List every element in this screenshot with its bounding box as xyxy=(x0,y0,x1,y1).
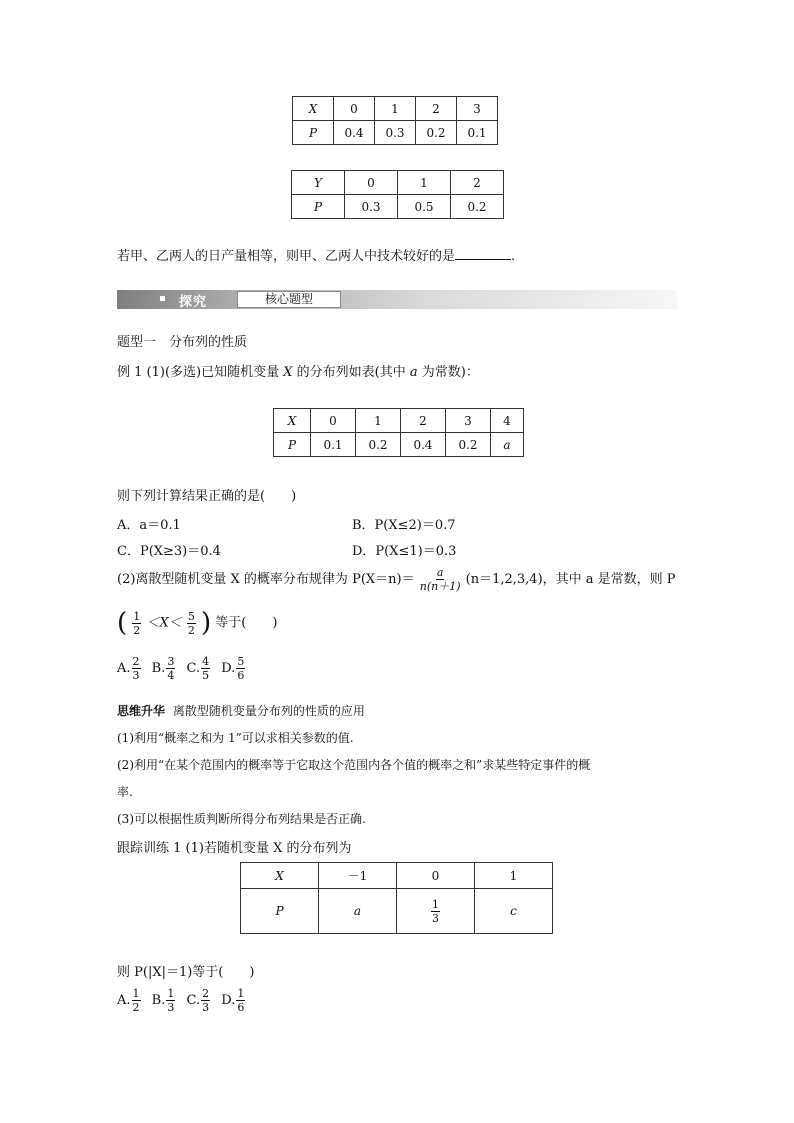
table-cell: 1 xyxy=(398,171,451,195)
table-cell: 3 xyxy=(457,97,498,121)
table-cell: X xyxy=(274,409,311,433)
summary-subtitle: 离散型随机变量分布列的性质的应用 xyxy=(172,704,365,718)
frac-denominator: 5 xyxy=(202,669,210,682)
option-label: A. xyxy=(117,661,131,676)
frac-numerator: 1 xyxy=(432,897,439,911)
table-cell: 1 xyxy=(475,863,553,889)
frac-numerator: 1 xyxy=(132,987,140,1000)
frac-numerator: 4 xyxy=(202,655,210,668)
frac-numerator: 1 xyxy=(167,987,175,1000)
summary-title: 思维升华 xyxy=(117,704,166,718)
table-cell: 1 xyxy=(375,97,416,121)
table-cell: 0 xyxy=(345,171,398,195)
right-paren: ) xyxy=(200,608,212,638)
fraction xyxy=(166,988,175,1013)
fraction xyxy=(431,899,440,924)
option-a[interactable]: A．a＝0.1 xyxy=(117,518,181,533)
table-row xyxy=(241,863,553,889)
example-const: a xyxy=(409,365,418,380)
fraction xyxy=(132,656,141,681)
table-cell: 0.2 xyxy=(446,433,491,457)
banner-label: 探究 xyxy=(179,295,208,310)
frac-numerator: 1 xyxy=(133,609,141,623)
frac-denominator: 2 xyxy=(133,623,141,637)
frac-denominator: 6 xyxy=(237,1001,245,1014)
ex2-text-a: (2)离散型随机变量 X 的概率分布规律为 P(X＝n)＝ xyxy=(117,572,415,587)
example-1-question: 则下列计算结果正确的是( ) xyxy=(117,489,297,504)
table-cell: 0 xyxy=(311,409,356,433)
summary-point-2b: 率. xyxy=(117,785,133,799)
frac-denominator: 6 xyxy=(237,669,245,682)
example-prefix: 例 1 (1)(多选)已知随机变量 xyxy=(117,365,284,380)
ex2-text-b: (n＝1,2,3,4)，其中 a 是常数，则 P xyxy=(465,572,676,587)
table-cell: 0.2 xyxy=(356,433,401,457)
option-b[interactable] xyxy=(151,655,177,682)
table-cell: P xyxy=(274,433,311,457)
table-cell: 4 xyxy=(491,409,524,433)
fraction xyxy=(236,988,245,1013)
option-a[interactable] xyxy=(117,655,142,682)
table-cell: 3 xyxy=(446,409,491,433)
example-1-part-2 xyxy=(117,567,676,592)
frac-denominator: 2 xyxy=(187,623,195,637)
table-cell: 0.2 xyxy=(416,121,457,145)
frac-numerator: 2 xyxy=(132,655,140,668)
table-cell: 0 xyxy=(334,97,375,121)
option-d[interactable]: D．P(X≤1)＝0.3 xyxy=(352,544,457,559)
frac-denominator: n(n＋1) xyxy=(419,580,461,593)
ex2-cond-tail: 等于( ) xyxy=(215,615,278,631)
option-label: D. xyxy=(221,661,236,676)
frac-denominator: 4 xyxy=(167,669,175,682)
table-row xyxy=(274,409,524,433)
distribution-table-y xyxy=(291,170,504,219)
ex2-options xyxy=(117,656,246,681)
table-row xyxy=(293,121,498,145)
frac-numerator: 5 xyxy=(187,609,195,623)
fraction xyxy=(236,656,245,681)
question-intro: 若甲、乙两人的日产量相等，则甲、乙两人中技术较好的是 xyxy=(117,249,456,264)
table-cell: 1 xyxy=(356,409,401,433)
table-row xyxy=(293,97,498,121)
distribution-table-practice xyxy=(240,862,553,934)
table-cell: 2 xyxy=(401,409,446,433)
table-cell: 0.1 xyxy=(311,433,356,457)
table-cell: 0.1 xyxy=(457,121,498,145)
table-cell: 0.3 xyxy=(375,121,416,145)
option-b[interactable] xyxy=(151,987,177,1014)
option-label: D. xyxy=(221,993,236,1008)
table-cell: X xyxy=(241,863,319,889)
frac-denominator: 3 xyxy=(202,1001,210,1014)
frac-numerator: 5 xyxy=(237,655,245,668)
practice-question: 则 P(|X|＝1)等于( ) xyxy=(117,965,255,980)
fraction xyxy=(132,988,141,1013)
question-end: . xyxy=(511,249,516,264)
summary-point-1: (1)利用“概率之和为 1”可以求相关参数的值. xyxy=(117,731,354,745)
table-row xyxy=(241,889,553,934)
frac-denominator: 3 xyxy=(432,911,439,925)
option-d[interactable] xyxy=(221,655,246,682)
option-a[interactable] xyxy=(117,987,142,1014)
answer-blank xyxy=(455,248,511,260)
option-c[interactable] xyxy=(186,655,212,682)
example-1-stem xyxy=(117,361,479,380)
example-suffix: 为常数)： xyxy=(417,365,479,380)
table-cell: 2 xyxy=(416,97,457,121)
table-cell: 0.2 xyxy=(451,195,504,219)
option-c[interactable] xyxy=(186,987,212,1014)
summary-heading xyxy=(117,702,365,719)
frac-numerator: 1 xyxy=(237,987,245,1000)
option-label: B. xyxy=(151,993,166,1008)
banner-box: 核心题型 xyxy=(237,291,341,308)
table-cell: 0.3 xyxy=(345,195,398,219)
table-cell: 0.5 xyxy=(398,195,451,219)
table-cell: －1 xyxy=(319,863,397,889)
option-label: B. xyxy=(151,661,166,676)
question-text xyxy=(117,245,515,264)
practice-options xyxy=(117,988,246,1013)
ex2-condition xyxy=(117,610,277,636)
example-var: X xyxy=(283,365,293,380)
option-d[interactable] xyxy=(221,987,246,1014)
table-cell: a xyxy=(491,433,524,457)
fraction xyxy=(420,567,461,592)
fraction xyxy=(132,611,141,636)
frac-denominator: 2 xyxy=(132,1001,140,1014)
table-cell: a xyxy=(319,889,397,934)
frac-denominator: 3 xyxy=(167,1001,175,1014)
table-cell: P xyxy=(292,195,345,219)
example-middle: 的分布列如表(其中 xyxy=(292,365,410,380)
practice-stem: 跟踪训练 1 (1)若随机变量 X 的分布列为 xyxy=(117,841,352,856)
option-label: A. xyxy=(117,993,131,1008)
frac-numerator: 3 xyxy=(167,655,175,668)
summary-point-2a: (2)利用“在某个范围内的概率等于它取这个范围内各个值的概率之和”求某些特定事件的概 xyxy=(117,758,591,772)
section-banner xyxy=(117,290,677,309)
fraction xyxy=(166,656,175,681)
option-c[interactable]: C．P(X≥3)＝0.4 xyxy=(117,544,221,559)
table-cell: P xyxy=(241,889,319,934)
fraction xyxy=(187,611,196,636)
left-paren: ( xyxy=(117,608,128,638)
section-title: 题型一 分布列的性质 xyxy=(117,335,248,350)
fraction xyxy=(201,988,210,1013)
table-cell: P xyxy=(293,121,334,145)
table-cell: 0 xyxy=(397,863,475,889)
table-cell xyxy=(397,889,475,934)
table-cell: 0.4 xyxy=(401,433,446,457)
summary-point-3: (3)可以根据性质判断所得分布列结果是否正确. xyxy=(117,812,366,826)
table-row xyxy=(292,171,504,195)
table-cell: 2 xyxy=(451,171,504,195)
bullet-icon xyxy=(160,296,165,301)
table-cell: X xyxy=(293,97,334,121)
option-label: C. xyxy=(186,661,201,676)
table-row xyxy=(274,433,524,457)
table-cell: 0.4 xyxy=(334,121,375,145)
frac-denominator: 3 xyxy=(132,669,140,682)
option-label: C. xyxy=(186,993,201,1008)
ex2-cond-mid: ＜X＜ xyxy=(146,615,182,631)
table-cell: c xyxy=(475,889,553,934)
fraction xyxy=(201,656,210,681)
option-b[interactable]: B．P(X≤2)＝0.7 xyxy=(352,518,456,533)
frac-numerator: 2 xyxy=(202,987,210,1000)
table-row xyxy=(292,195,504,219)
table-cell: Y xyxy=(292,171,345,195)
frac-numerator: a xyxy=(436,566,444,579)
distribution-table-example xyxy=(273,408,524,457)
distribution-table-x xyxy=(292,96,498,145)
